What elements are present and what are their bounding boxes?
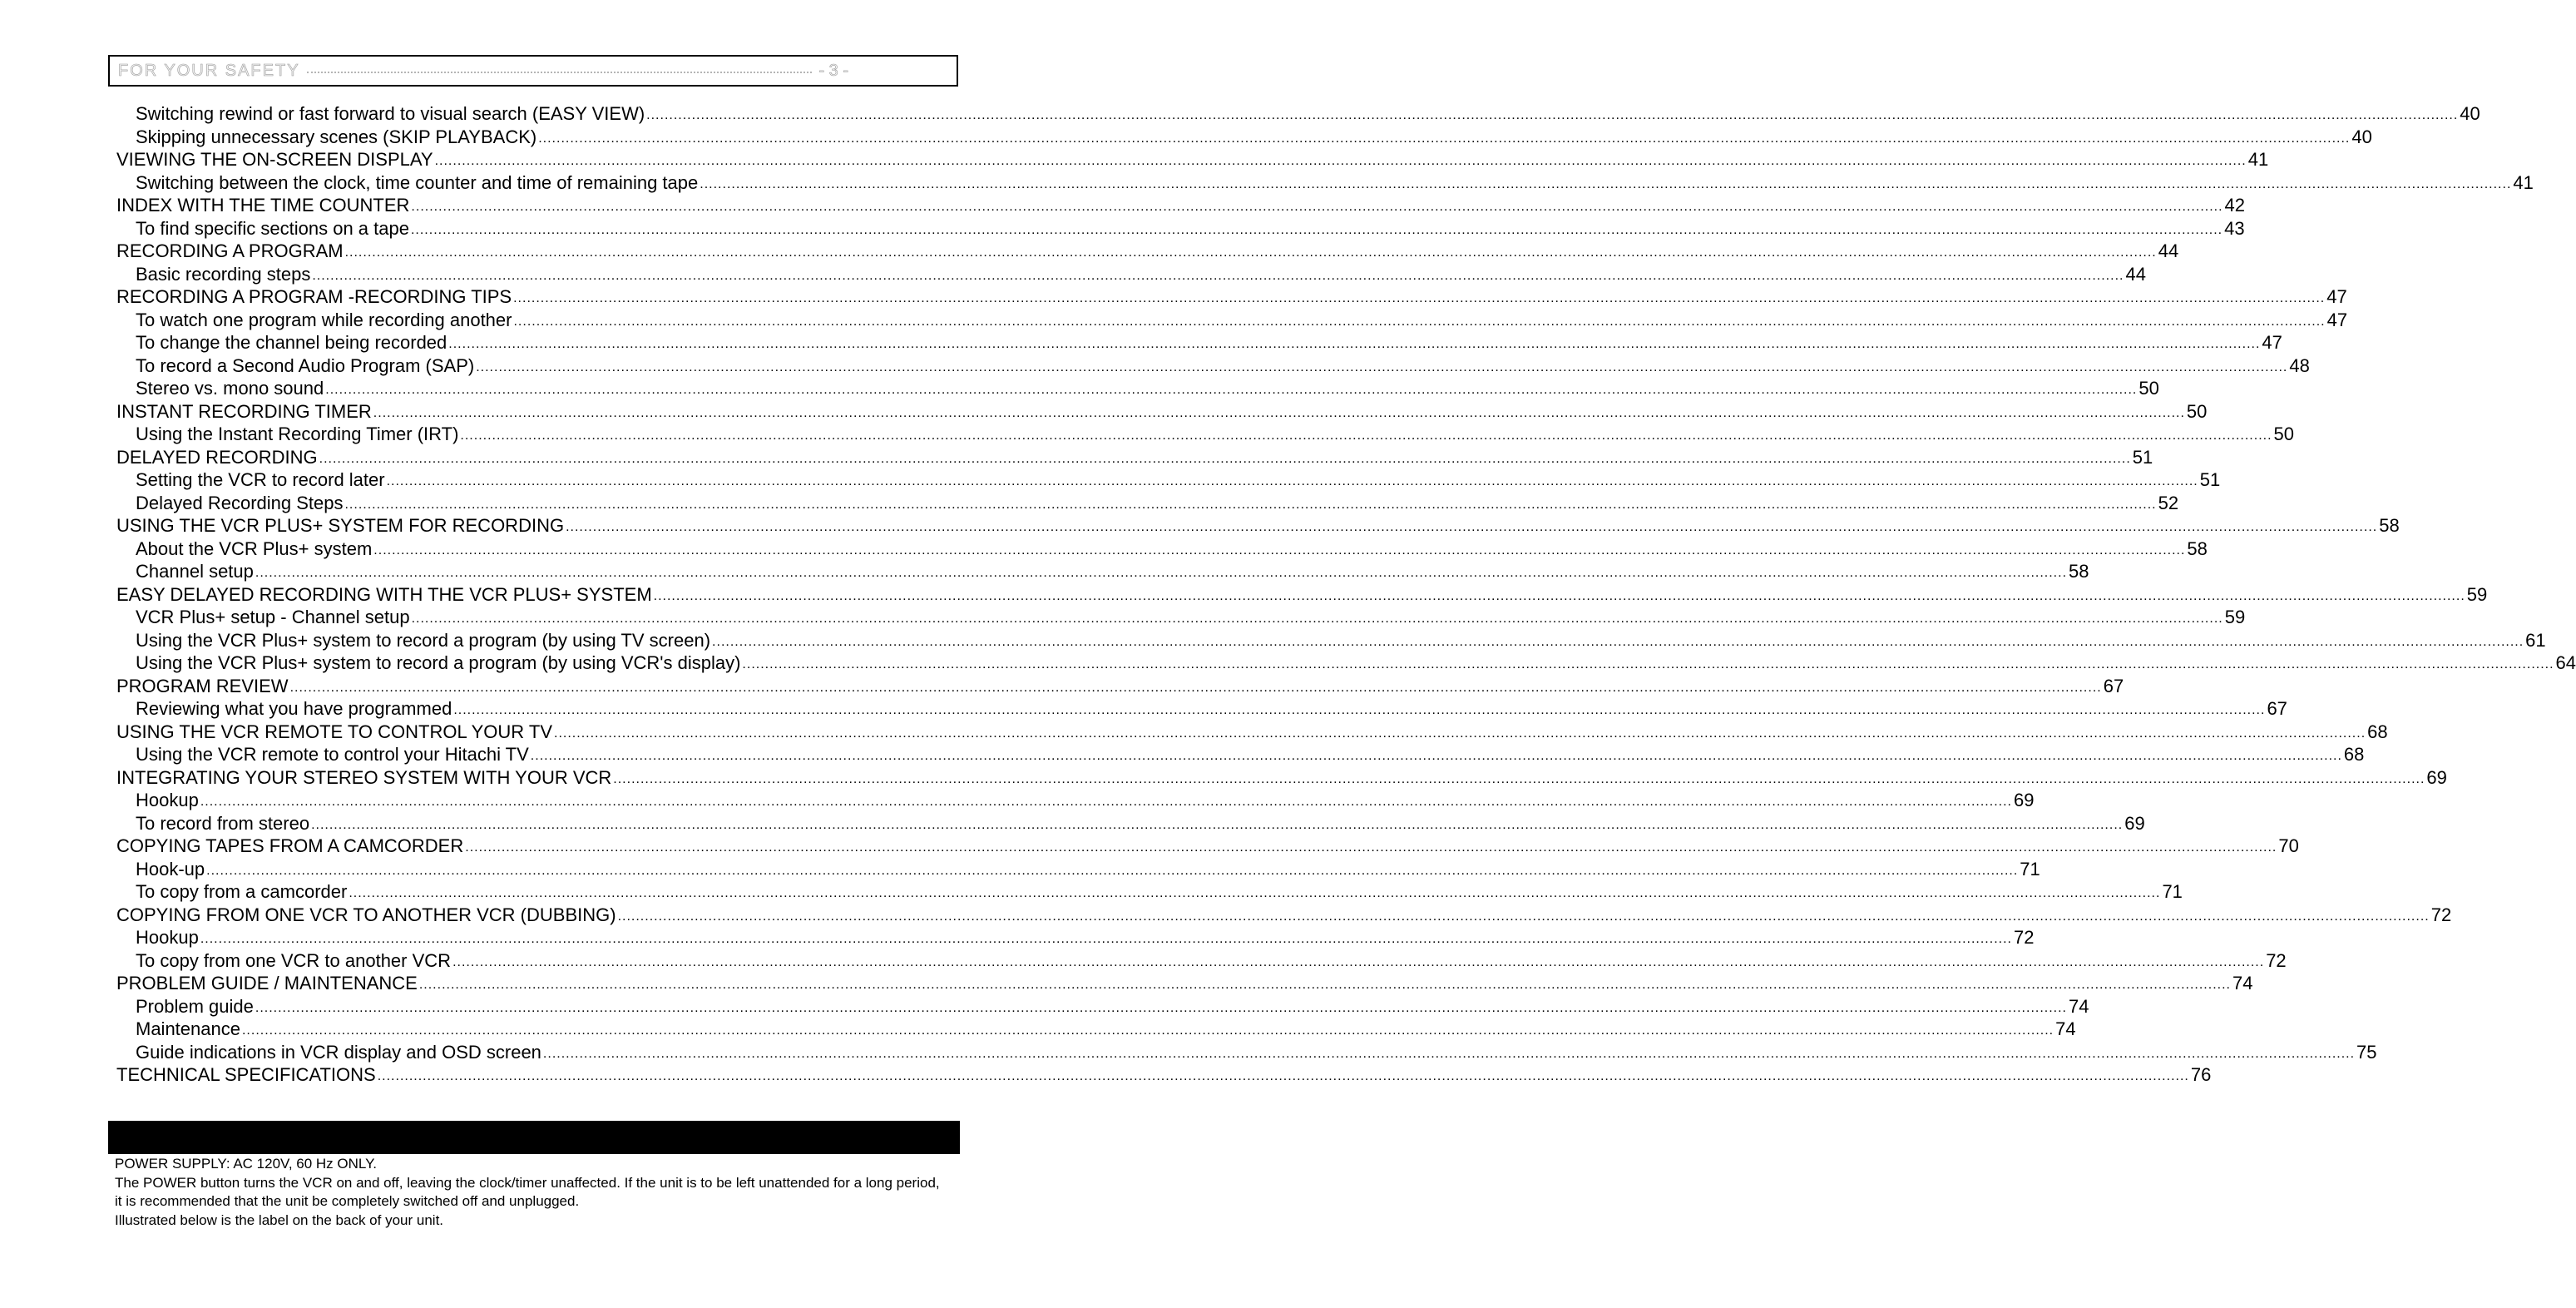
toc-entry[interactable] bbox=[116, 400, 2208, 424]
toc-entry-page: 40 bbox=[2460, 103, 2480, 124]
toc-entry[interactable] bbox=[116, 583, 2488, 607]
toc-entry-title: EASY DELAYED RECORDING WITH THE VCR PLUS+ SYSTEM bbox=[116, 583, 652, 605]
toc-dot-leader: ................................................................................................................................................................................................................................................................................................................................................................................................................ bbox=[700, 176, 2512, 191]
power-button-note: The POWER button turns the VCR on and off, leaving the clock/timer unaffected. If the unit is to be left unattended for a long period, it is recommended that the unit be completely switched off and unplugged. bbox=[115, 1174, 940, 1209]
toc-dot-leader: ................................................................................................................................................................................................................................................................................................................................................................................................................ bbox=[646, 108, 2459, 122]
toc-dot-leader: ................................................................................................................................................................................................................................................................................................................................................................................................................ bbox=[712, 634, 2524, 649]
toc-entry-title: Using the VCR remote to control your Hitachi TV bbox=[136, 744, 529, 765]
toc-dot-leader: ................................................................................................................................................................................................................................................................................................................................................................................................................ bbox=[554, 726, 2366, 741]
power-supply-notes bbox=[115, 1155, 947, 1230]
toc-dot-leader: ................................................................................................................................................................................................................................................................................................................................................................................................................ bbox=[452, 954, 2265, 969]
toc-entry-title: To watch one program while recording another bbox=[136, 309, 512, 330]
toc-subentry[interactable] bbox=[116, 171, 2534, 195]
toc-entry-page: 51 bbox=[2132, 446, 2153, 468]
toc-entry-page: 67 bbox=[2267, 698, 2287, 719]
toc-entry[interactable] bbox=[116, 148, 2269, 171]
toc-subentry[interactable] bbox=[116, 492, 2179, 515]
toc-entry-title: USING THE VCR REMOTE TO CONTROL YOUR TV bbox=[116, 721, 553, 742]
toc-entry-page: 64 bbox=[2555, 652, 2576, 673]
section-header bbox=[108, 55, 958, 87]
toc-subentry[interactable] bbox=[116, 538, 2208, 561]
toc-entry[interactable] bbox=[116, 446, 2153, 469]
toc-entry-title: TECHNICAL SPECIFICATIONS bbox=[116, 1064, 376, 1085]
toc-entry[interactable] bbox=[116, 240, 2179, 263]
toc-entry-page: 48 bbox=[2289, 354, 2310, 376]
toc-entry[interactable] bbox=[116, 835, 2299, 858]
toc-subentry[interactable] bbox=[116, 606, 2246, 629]
toc-entry-title: Setting the VCR to record later bbox=[136, 469, 385, 490]
toc-entry-title: Hook-up bbox=[136, 858, 205, 879]
toc-subentry[interactable] bbox=[116, 949, 2287, 973]
toc-dot-leader: ................................................................................................................................................................................................................................................................................................................................................................................................................ bbox=[319, 451, 2131, 466]
toc-entry-page: 67 bbox=[2103, 675, 2124, 696]
toc-entry-title: To record a Second Audio Program (SAP) bbox=[136, 354, 475, 376]
toc-entry-title: To copy from one VCR to another VCR bbox=[136, 949, 452, 971]
toc-dot-leader: ................................................................................................................................................................................................................................................................................................................................................................................................................ bbox=[617, 909, 2430, 924]
toc-entry-page: 50 bbox=[2138, 378, 2159, 399]
toc-dot-leader: ................................................................................................................................................................................................................................................................................................................................................................................................................ bbox=[476, 359, 2288, 374]
toc-entry-title: COPYING TAPES FROM A CAMCORDER bbox=[116, 835, 464, 856]
toc-dot-leader: ................................................................................................................................................................................................................................................................................................................................................................................................................ bbox=[653, 588, 2465, 603]
toc-dot-leader: ................................................................................................................................................................................................................................................................................................................................................................................................................ bbox=[255, 1000, 2067, 1015]
toc-dot-leader: ................................................................................................................................................................................................................................................................................................................................................................................................................ bbox=[538, 131, 2351, 146]
toc-dot-leader: ................................................................................................................................................................................................................................................................................................................................................................................................................ bbox=[453, 703, 2266, 717]
toc-subentry[interactable] bbox=[116, 652, 2576, 675]
toc-subentry[interactable] bbox=[116, 880, 2183, 904]
toc-entry-page: 50 bbox=[2186, 400, 2208, 422]
toc-entry-title: Hookup bbox=[136, 790, 199, 810]
toc-entry[interactable] bbox=[116, 194, 2246, 217]
toc-entry[interactable] bbox=[116, 1063, 2212, 1087]
toc-entry-title: Basic recording steps bbox=[136, 263, 311, 285]
toc-entry-title: Switching between the clock, time counter and time of remaining tape bbox=[136, 171, 699, 193]
toc-entry-page: 41 bbox=[2247, 149, 2269, 170]
section-title: FOR YOUR SAFETY bbox=[118, 61, 300, 80]
toc-entry[interactable] bbox=[116, 514, 2400, 538]
toc-entry-title: Delayed Recording Steps bbox=[136, 492, 344, 513]
toc-dot-leader: ................................................................................................................................................................................................................................................................................................................................................................................................................ bbox=[200, 932, 2012, 946]
toc-entry-page: 71 bbox=[2020, 858, 2040, 879]
toc-subentry[interactable] bbox=[116, 423, 2295, 446]
toc-entry-page: 74 bbox=[2069, 995, 2089, 1017]
toc-entry-title: DELAYED RECORDING bbox=[116, 446, 318, 468]
toc-subentry[interactable] bbox=[116, 858, 2040, 881]
toc-entry-title: Channel setup bbox=[136, 561, 254, 582]
toc-dot-leader: ................................................................................................................................................................................................................................................................................................................................................................................................................ bbox=[344, 245, 2157, 260]
toc-entry-page: 68 bbox=[2343, 744, 2365, 765]
toc-subentry[interactable] bbox=[116, 1018, 2076, 1041]
toc-entry-title: Maintenance bbox=[136, 1018, 240, 1039]
toc-entry-page: 52 bbox=[2158, 492, 2179, 513]
toc-subentry[interactable] bbox=[116, 743, 2365, 766]
toc-entry-page: 61 bbox=[2525, 629, 2546, 651]
toc-subentry[interactable] bbox=[116, 309, 2348, 332]
toc-entry-page: 47 bbox=[2326, 309, 2348, 330]
toc-dot-leader: ................................................................................................................................................................................................................................................................................................................................................................................................................ bbox=[530, 749, 2342, 763]
toc-entry-page: 44 bbox=[2158, 240, 2179, 261]
toc-dot-leader: ................................................................................................................................................................................................................................................................................................................................................................................................................ bbox=[465, 840, 2277, 855]
toc-subentry[interactable] bbox=[116, 102, 2480, 126]
toc-entry-page: 70 bbox=[2278, 835, 2299, 856]
toc-entry-title: Guide indications in VCR display and OSD screen bbox=[136, 1041, 541, 1063]
toc-subentry[interactable] bbox=[116, 354, 2310, 378]
black-banner bbox=[108, 1121, 960, 1154]
toc-entry-title: COPYING FROM ONE VCR TO ANOTHER VCR (DUBBING) bbox=[116, 904, 616, 925]
toc-entry-page: 58 bbox=[2187, 538, 2208, 559]
toc-entry-title: PROGRAM REVIEW bbox=[116, 675, 289, 696]
toc-entry-title: To change the channel being recorded bbox=[136, 332, 447, 353]
toc-entry-title: INSTANT RECORDING TIMER bbox=[116, 400, 372, 422]
toc-entry-title: RECORDING A PROGRAM -RECORDING TIPS bbox=[116, 286, 512, 307]
table-of-contents bbox=[116, 102, 2576, 1087]
toc-subentry[interactable] bbox=[116, 468, 2221, 492]
toc-subentry[interactable] bbox=[116, 697, 2287, 721]
toc-dot-leader: ................................................................................................................................................................................................................................................................................................................................................................................................................ bbox=[255, 566, 2068, 580]
toc-entry-page: 59 bbox=[2466, 583, 2488, 605]
toc-entry-page: 69 bbox=[2124, 812, 2145, 834]
toc-entry-page: 47 bbox=[2326, 286, 2347, 307]
toc-entry-title: Hookup bbox=[136, 927, 199, 948]
toc-entry-page: 43 bbox=[2224, 217, 2245, 239]
toc-dot-leader: ................................................................................................................................................................................................................................................................................................................................................................................................................ bbox=[542, 1046, 2356, 1061]
toc-entry-page: 72 bbox=[2013, 927, 2035, 948]
toc-entry-title: INTEGRATING YOUR STEREO SYSTEM WITH YOUR VCR bbox=[116, 766, 612, 788]
toc-entry-page: 76 bbox=[2190, 1064, 2212, 1085]
toc-dot-leader: ................................................................................................................................................................................................................................................................................................................................................................................................................ bbox=[434, 154, 2247, 168]
toc-dot-leader: ................................................................................................................................................................................................................................................................................................................................................................................................................ bbox=[349, 886, 2161, 900]
toc-entry-page: 42 bbox=[2224, 195, 2246, 216]
toc-subentry[interactable] bbox=[116, 629, 2546, 652]
toc-subentry[interactable] bbox=[116, 789, 2035, 812]
toc-entry-page: 71 bbox=[2162, 881, 2183, 902]
toc-entry-title: Problem guide bbox=[136, 995, 254, 1017]
toc-dot-leader: ................................................................................................................................................................................................................................................................................................................................................................................................................ bbox=[377, 1069, 2189, 1083]
toc-entry-title: About the VCR Plus+ system bbox=[136, 538, 373, 559]
toc-dot-leader: ................................................................................................................................................................................................................................................................................................................................................................................................................ bbox=[325, 383, 2138, 397]
toc-entry[interactable] bbox=[116, 675, 2124, 698]
toc-entry-page: 47 bbox=[2262, 332, 2282, 353]
toc-subentry[interactable] bbox=[116, 217, 2245, 240]
toc-entry-title: USING THE VCR PLUS+ SYSTEM FOR RECORDING bbox=[116, 515, 565, 536]
toc-entry-page: 72 bbox=[2266, 949, 2287, 971]
toc-entry-title: PROBLEM GUIDE / MAINTENANCE bbox=[116, 973, 418, 993]
toc-entry[interactable] bbox=[116, 766, 2447, 790]
toc-entry-page: 41 bbox=[2513, 171, 2534, 193]
toc-dot-leader: ................................................................................................................................................................................................................................................................................................................................................................................................................ bbox=[241, 1023, 2054, 1038]
toc-subentry[interactable] bbox=[116, 1041, 2377, 1064]
toc-dot-leader: ................................................................................................................................................................................................................................................................................................................................................................................................................ bbox=[448, 337, 2261, 351]
toc-entry-title: RECORDING A PROGRAM bbox=[116, 240, 344, 261]
toc-dot-leader: ................................................................................................................................................................................................................................................................................................................................................................................................................ bbox=[513, 291, 2326, 305]
toc-entry-title: Using the VCR Plus+ system to record a program (by using TV screen) bbox=[136, 629, 711, 651]
toc-entry-page: 75 bbox=[2356, 1041, 2377, 1063]
toc-dot-leader: ................................................................................................................................................................................................................................................................................................................................................................................................................ bbox=[460, 429, 2272, 443]
toc-entry-page: 69 bbox=[2013, 790, 2035, 810]
toc-entry-title: To record from stereo bbox=[136, 812, 310, 834]
toc-entry-page: 74 bbox=[2055, 1018, 2076, 1039]
power-supply-line: POWER SUPPLY: AC 120V, 60 Hz ONLY. bbox=[115, 1156, 377, 1172]
toc-entry-page: 50 bbox=[2273, 424, 2295, 444]
toc-entry[interactable] bbox=[116, 904, 2452, 927]
toc-entry-page: 72 bbox=[2430, 904, 2452, 925]
toc-dot-leader: ................................................................................................................................................................................................................................................................................................................................................................................................................ bbox=[386, 474, 2198, 488]
toc-entry-title: Using the VCR Plus+ system to record a program (by using VCR's display) bbox=[136, 652, 741, 673]
toc-dot-leader: ................................................................................................................................................................................................................................................................................................................................................................................................................ bbox=[289, 680, 2102, 695]
toc-subentry[interactable] bbox=[116, 377, 2159, 400]
toc-dot-leader: ................................................................................................................................................................................................................................................................................................................................................................................................................ bbox=[200, 795, 2012, 809]
toc-dot-leader: ................................................................................................................................................................................................................................................................................................................................................................................................................ bbox=[613, 771, 2425, 786]
toc-dot-leader: ................................................................................................................................................................................................................................................................................................................................................................................................................ bbox=[311, 817, 2124, 832]
toc-entry-page: 40 bbox=[2351, 126, 2372, 147]
toc-entry-title: Skipping unnecessary scenes (SKIP PLAYBACK) bbox=[136, 126, 537, 147]
page-number: - 3 - bbox=[818, 61, 848, 80]
toc-dot-leader: ................................................................................................................................................................................................................................................................................................................................................................................................................ bbox=[373, 405, 2185, 420]
toc-entry[interactable] bbox=[116, 721, 2388, 744]
toc-dot-leader: ................................................................................................................................................................................................................................................................................................................................................................................................................ bbox=[566, 520, 2378, 534]
toc-entry-title: To find specific sections on a tape bbox=[136, 217, 409, 239]
toc-subentry[interactable] bbox=[116, 995, 2089, 1018]
toc-entry-title: VIEWING THE ON-SCREEN DISPLAY bbox=[116, 149, 433, 170]
toc-entry-title: INDEX WITH THE TIME COUNTER bbox=[116, 195, 410, 216]
toc-entry-page: 74 bbox=[2232, 973, 2253, 993]
toc-entry-page: 59 bbox=[2224, 607, 2246, 627]
toc-subentry[interactable] bbox=[116, 126, 2372, 149]
toc-dot-leader: ................................................................................................................................................................................................................................................................................................................................................................................................................ bbox=[418, 978, 2231, 992]
header-dot-leader bbox=[307, 72, 813, 73]
toc-dot-leader: ................................................................................................................................................................................................................................................................................................................................................................................................................ bbox=[410, 222, 2223, 237]
toc-subentry[interactable] bbox=[116, 812, 2145, 835]
toc-dot-leader: ................................................................................................................................................................................................................................................................................................................................................................................................................ bbox=[344, 497, 2157, 512]
toc-entry-title: Using the Instant Recording Timer (IRT) bbox=[136, 424, 459, 444]
toc-entry-page: 51 bbox=[2199, 469, 2221, 490]
toc-subentry[interactable] bbox=[116, 926, 2035, 949]
toc-dot-leader: ................................................................................................................................................................................................................................................................................................................................................................................................................ bbox=[742, 657, 2554, 671]
label-note: Illustrated below is the label on the back of your unit. bbox=[115, 1211, 444, 1228]
toc-dot-leader: ................................................................................................................................................................................................................................................................................................................................................................................................................ bbox=[373, 543, 2186, 557]
toc-entry[interactable] bbox=[116, 285, 2347, 309]
toc-dot-leader: ................................................................................................................................................................................................................................................................................................................................................................................................................ bbox=[206, 863, 2019, 878]
toc-dot-leader: ................................................................................................................................................................................................................................................................................................................................................................................................................ bbox=[411, 612, 2223, 626]
toc-subentry[interactable] bbox=[116, 263, 2146, 286]
toc-subentry[interactable] bbox=[116, 560, 2089, 583]
toc-entry-page: 44 bbox=[2125, 263, 2146, 285]
toc-entry-page: 69 bbox=[2426, 766, 2447, 788]
toc-entry-page: 58 bbox=[2069, 561, 2089, 582]
toc-entry[interactable] bbox=[116, 972, 2253, 995]
toc-entry-page: 58 bbox=[2379, 515, 2400, 536]
toc-entry-title: Switching rewind or fast forward to visual search (EASY VIEW) bbox=[136, 103, 645, 124]
toc-subentry[interactable] bbox=[116, 331, 2282, 354]
toc-entry-page: 68 bbox=[2367, 721, 2388, 742]
toc-dot-leader: ................................................................................................................................................................................................................................................................................................................................................................................................................ bbox=[312, 268, 2124, 283]
toc-entry-title: To copy from a camcorder bbox=[136, 881, 348, 902]
toc-entry-title: VCR Plus+ setup - Channel setup bbox=[136, 607, 410, 627]
toc-entry-title: Stereo vs. mono sound bbox=[136, 378, 324, 399]
toc-dot-leader: ................................................................................................................................................................................................................................................................................................................................................................................................................ bbox=[513, 314, 2326, 329]
toc-dot-leader: ................................................................................................................................................................................................................................................................................................................................................................................................................ bbox=[411, 200, 2223, 214]
toc-entry-title: Reviewing what you have programmed bbox=[136, 698, 452, 719]
